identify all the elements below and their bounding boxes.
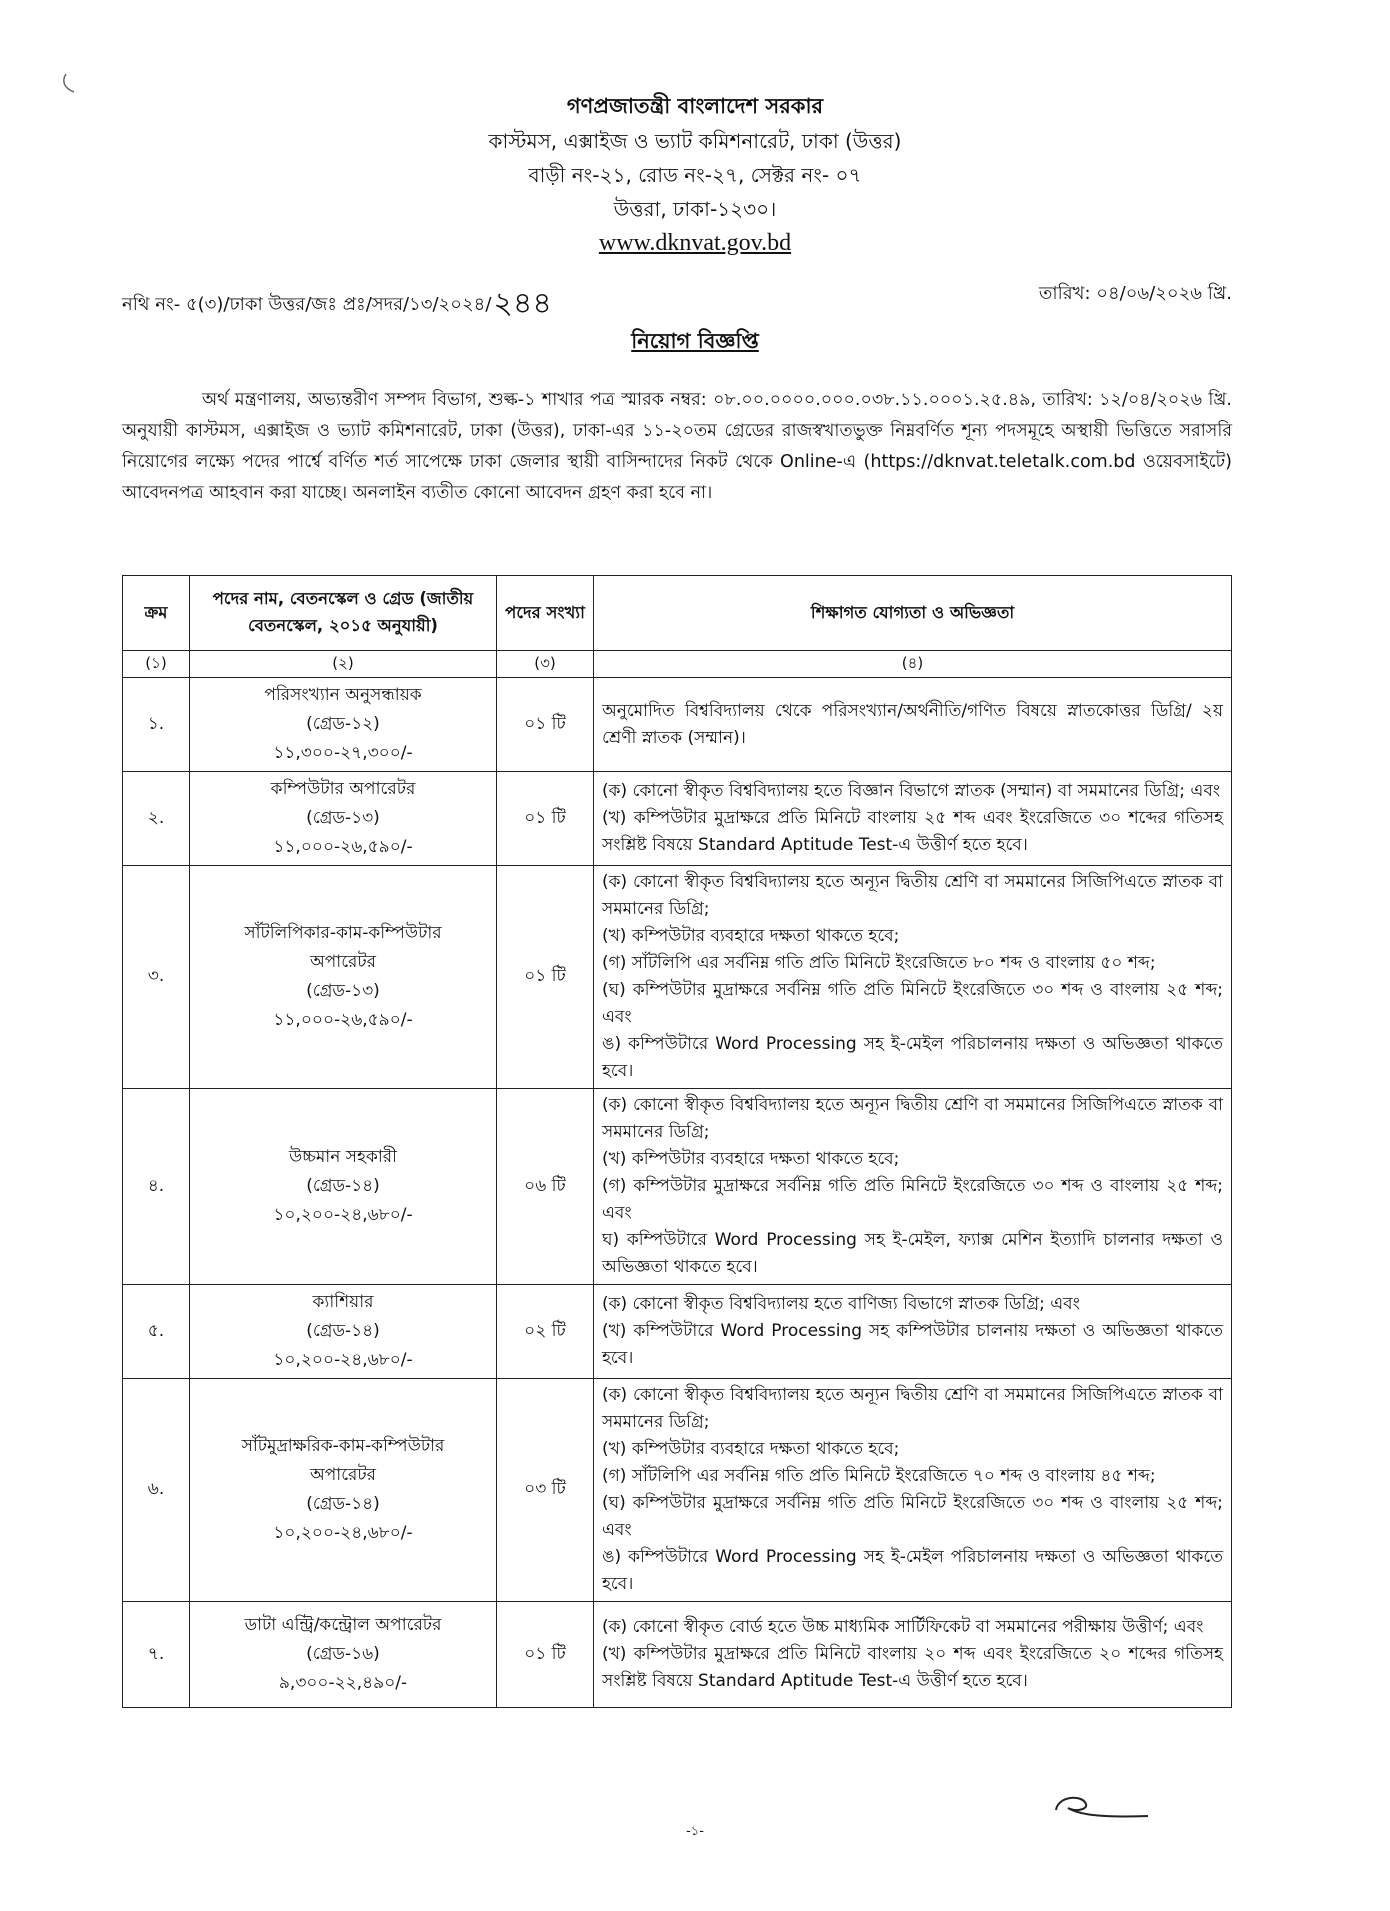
row-qualification bbox=[594, 1089, 1232, 1285]
qualification-item: (খ) কম্পিউটার মুদ্রাক্ষরে প্রতি মিনিটে বাংলায় ২৫ শব্দ এবং ইংরেজিতে ৩০ শব্দের গতিসহ সংশ্লিষ্ট বিষয়ে Standard Aptitude Test-এ উত্তীর্ণ হতে হবে। bbox=[602, 808, 1223, 855]
row-serial: ৬. bbox=[123, 1379, 190, 1602]
row-post-count: ০৬ টি bbox=[497, 1089, 594, 1285]
header-serial: ক্রম bbox=[123, 576, 190, 651]
post-line: (গ্রেড-১৬) bbox=[306, 1644, 380, 1664]
reference-line bbox=[122, 275, 1232, 321]
post-line: সাঁটলিপিকার-কাম-কম্পিউটার bbox=[244, 923, 442, 943]
column-number-row bbox=[123, 651, 1232, 678]
row-post-count: ০১ টি bbox=[497, 1602, 594, 1708]
qualification-item: (ক) কোনো স্বীকৃত বিশ্ববিদ্যালয় হতে অন্যূন দ্বিতীয় শ্রেণি বা সমমানের সিজিপিএতে স্নাতক বা সমমানের ডিগ্রি; bbox=[602, 1385, 1223, 1432]
header-qualification: শিক্ষাগত যোগ্যতা ও অভিজ্ঞতা bbox=[594, 576, 1232, 651]
issue-date: তারিখ: ০৪/০৬/২০২৬ খ্রি. bbox=[1038, 283, 1232, 304]
qualification-item: (ক) কোনো স্বীকৃত বিশ্ববিদ্যালয় হতে বিজ্ঞান বিভাগে স্নাতক (সম্মান) বা সমমানের ডিগ্রি; এবং bbox=[602, 781, 1221, 801]
row-post bbox=[190, 1602, 497, 1708]
post-line: ১০,২০০-২৪,৬৮০/- bbox=[273, 1523, 413, 1543]
post-line: (গ্রেড-১৪) bbox=[306, 1321, 380, 1341]
notice-title: নিয়োগ বিজ্ঞপ্তি bbox=[631, 329, 759, 353]
row-qualification bbox=[594, 772, 1232, 866]
post-line: ১০,২০০-২৪,৬৮০/- bbox=[273, 1205, 413, 1225]
column-number: (১) bbox=[123, 651, 190, 678]
table-header-row bbox=[123, 576, 1232, 651]
row-post bbox=[190, 1089, 497, 1285]
table-row bbox=[123, 772, 1232, 866]
table-row bbox=[123, 1089, 1232, 1285]
qualification-item: (খ) কম্পিউটার ব্যবহারে দক্ষতা থাকতে হবে; bbox=[602, 926, 900, 946]
post-line: কম্পিউটার অপারেটর bbox=[270, 779, 416, 799]
header-post: পদের নাম, বেতনস্কেল ও গ্রেড (জাতীয় বেতনস্কেল, ২০১৫ অনুযায়ী) bbox=[190, 576, 497, 651]
row-post-count: ০১ টি bbox=[497, 772, 594, 866]
row-post-count: ০২ টি bbox=[497, 1285, 594, 1379]
qualification-item: (গ) কম্পিউটার মুদ্রাক্ষরে সর্বনিম্ন গতি প্রতি মিনিটে ইংরেজিতে ৩০ শব্দ ও বাংলায় ২৫ শব্দ; এবং bbox=[602, 1176, 1223, 1223]
qualification-item: (গ) সাঁটলিপি এর সর্বনিম্ন গতি প্রতি মিনিটে ইংরেজিতে ৮০ শব্দ ও বাংলায় ৫০ শব্দ; bbox=[602, 953, 1156, 973]
intro-paragraph: অর্থ মন্ত্রণালয়, অভ্যন্তরীণ সম্পদ বিভাগ, শুল্ক-১ শাখার পত্র স্মারক নম্বর: ০৮.০০.০০০০.০০০.০৩৮.১১.০০০১.২৫.৪৯, তারিখ: ১২/০৪/২০২৬ খ্রি. অনুযায়ী কাস্টমস, এক্সাইজ ও ভ্যাট কমিশনারেট, ঢাকা (উত্তর), ঢাকা-এর ১১-২০তম গ্রেডের রাজস্বখাতভুক্ত নিম্নবর্ণিত শূন্য পদসমূহে অস্থায়ী ভিত্তিতে সরাসরি নিয়োগের লক্ষ্যে পদের পার্শ্বে বর্ণিত শর্ত সাপেক্ষে ঢাকা জেলার স্থায়ী বাসিন্দাদের নিকট থেকে Online-এ (https://dknvat.teletalk.com.bd ওয়েবসাইটে) আবেদনপত্র আহবান করা যাচ্ছে। অনলাইন ব্যতীত কোনো আবেদন গ্রহণ করা হবে না। bbox=[122, 390, 1232, 503]
row-qualification bbox=[594, 1285, 1232, 1379]
qualification-item: (খ) কম্পিউটারে Word Processing সহ কম্পিউটার চালনায় দক্ষতা ও অভিজ্ঞতা থাকতে হবে। bbox=[602, 1321, 1223, 1368]
row-post bbox=[190, 678, 497, 772]
row-qualification bbox=[594, 1379, 1232, 1602]
memo-number-handwritten: ২৪৪ bbox=[493, 286, 552, 321]
post-line: ১১,০০০-২৬,৫৯০/- bbox=[273, 1010, 413, 1030]
header-count: পদের সংখ্যা bbox=[497, 576, 594, 651]
post-line: (গ্রেড-১৪) bbox=[306, 1494, 380, 1514]
office-name: কাস্টমস, এক্সাইজ ও ভ্যাট কমিশনারেট, ঢাকা (উত্তর) bbox=[488, 129, 902, 153]
qualification-item: (ক) কোনো স্বীকৃত বিশ্ববিদ্যালয় হতে বাণিজ্য বিভাগে স্নাতক ডিগ্রি; এবং bbox=[602, 1294, 1080, 1314]
post-line: ১১,৩০০-২৭,৩০০/- bbox=[273, 743, 413, 763]
table-row bbox=[123, 866, 1232, 1089]
qualification-item: (ক) কোনো স্বীকৃত বিশ্ববিদ্যালয় হতে অন্যূন দ্বিতীয় শ্রেণি বা সমমানের সিজিপিএতে স্নাতক বা সমমানের ডিগ্রি; bbox=[602, 872, 1223, 919]
post-line: ডাটা এন্ট্রি/কন্ট্রোল অপারেটর bbox=[244, 1615, 442, 1635]
qualification-item: (গ) সাঁটলিপি এর সর্বনিম্ন গতি প্রতি মিনিটে ইংরেজিতে ৭০ শব্দ ও বাংলায় ৪৫ শব্দ; bbox=[602, 1466, 1156, 1486]
row-post bbox=[190, 772, 497, 866]
row-serial: ৭. bbox=[123, 1602, 190, 1708]
table-row bbox=[123, 678, 1232, 772]
row-serial: ১. bbox=[123, 678, 190, 772]
office-city: উত্তরা, ঢাকা-১২৩০। bbox=[613, 197, 777, 221]
post-line: ৯,৩০০-২২,৪৯০/- bbox=[278, 1673, 408, 1693]
row-serial: ২. bbox=[123, 772, 190, 866]
row-serial: ৫. bbox=[123, 1285, 190, 1379]
row-qualification bbox=[594, 1602, 1232, 1708]
post-line: ১০,২০০-২৪,৬৮০/- bbox=[273, 1350, 413, 1370]
post-line: (গ্রেড-১৩) bbox=[306, 808, 380, 828]
memo-number: নথি নং- ৫(৩)/ঢাকা উত্তর/জঃ প্রঃ/সদর/১৩/২০২৪/২৪৪ bbox=[122, 286, 552, 321]
qualification-item: (খ) কম্পিউটার মুদ্রাক্ষরে প্রতি মিনিটে বাংলায় ২০ শব্দ এবং ইংরেজিতে ২০ শব্দের গতিসহ সংশ্লিষ্ট বিষয়ে Standard Aptitude Test-এ উত্তীর্ণ হতে হবে। bbox=[602, 1644, 1223, 1691]
row-serial: ৩. bbox=[123, 866, 190, 1089]
row-post bbox=[190, 866, 497, 1089]
letterhead bbox=[0, 88, 1390, 260]
qualification-item: (ক) কোনো স্বীকৃত বোর্ড হতে উচ্চ মাধ্যমিক সার্টিফিকেট বা সমমানের পরীক্ষায় উত্তীর্ণ; এবং bbox=[602, 1617, 1204, 1637]
qualification-item: ঙ) কম্পিউটারে Word Processing সহ ই-মেইল পরিচালনায় দক্ষতা ও অভিজ্ঞতা থাকতে হবে। bbox=[602, 1034, 1223, 1081]
post-line: (গ্রেড-১৪) bbox=[306, 1176, 380, 1196]
table-row bbox=[123, 1379, 1232, 1602]
row-serial: ৪. bbox=[123, 1089, 190, 1285]
government-name: গণপ্রজাতন্ত্রী বাংলাদেশ সরকার bbox=[566, 94, 824, 118]
qualification-item: (ঘ) কম্পিউটার মুদ্রাক্ষরে সর্বনিম্ন গতি প্রতি মিনিটে ইংরেজিতে ৩০ শব্দ ও বাংলায় ২৫ শব্দ; এবং bbox=[602, 1493, 1223, 1540]
qualification-item: (খ) কম্পিউটার ব্যবহারে দক্ষতা থাকতে হবে; bbox=[602, 1149, 900, 1169]
page-number: -১- bbox=[686, 1824, 704, 1839]
row-post bbox=[190, 1379, 497, 1602]
row-qualification bbox=[594, 678, 1232, 772]
row-qualification bbox=[594, 866, 1232, 1089]
qualification-item: (খ) কম্পিউটার ব্যবহারে দক্ষতা থাকতে হবে; bbox=[602, 1439, 900, 1459]
row-post bbox=[190, 1285, 497, 1379]
post-line: (গ্রেড-১২) bbox=[306, 714, 380, 734]
row-post-count: ০১ টি bbox=[497, 678, 594, 772]
qualification-item: ঙ) কম্পিউটারে Word Processing সহ ই-মেইল পরিচালনায় দক্ষতা ও অভিজ্ঞতা থাকতে হবে। bbox=[602, 1547, 1223, 1594]
qualification-item: অনুমোদিত বিশ্ববিদ্যালয় থেকে পরিসংখ্যান/অর্থনীতি/গণিত বিষয়ে স্নাতকোত্তর ডিগ্রি/ ২য় শ্রেণী স্নাতক (সম্মান)। bbox=[602, 700, 1223, 748]
qualification-item: (ক) কোনো স্বীকৃত বিশ্ববিদ্যালয় হতে অন্যূন দ্বিতীয় শ্রেণি বা সমমানের সিজিপিএতে স্নাতক বা সমমানের ডিগ্রি; bbox=[602, 1095, 1223, 1142]
post-line: অপারেটর bbox=[310, 1465, 376, 1485]
qualification-item: (ঘ) কম্পিউটার মুদ্রাক্ষরে সর্বনিম্ন গতি প্রতি মিনিটে ইংরেজিতে ৩০ শব্দ ও বাংলায় ২৫ শব্দ; এবং bbox=[602, 980, 1223, 1027]
row-post-count: ০৩ টি bbox=[497, 1379, 594, 1602]
office-address: বাড়ী নং-২১, রোড নং-২৭, সেক্টর নং- ০৭ bbox=[528, 163, 862, 187]
post-line: (গ্রেড-১৩) bbox=[306, 981, 380, 1001]
vacancy-table bbox=[122, 575, 1232, 1708]
post-line: ১১,০০০-২৬,৫৯০/- bbox=[273, 837, 413, 857]
column-number: (৩) bbox=[497, 651, 594, 678]
post-line: সাঁটমুদ্রাক্ষরিক-কাম-কম্পিউটার bbox=[241, 1436, 445, 1456]
office-website-link[interactable]: www.dknvat.gov.bd bbox=[598, 230, 792, 256]
row-post-count: ০১ টি bbox=[497, 866, 594, 1089]
post-line: ক্যাশিয়ার bbox=[312, 1292, 374, 1312]
post-line: পরিসংখ্যান অনুসন্ধায়ক bbox=[264, 685, 422, 705]
qualification-item: ঘ) কম্পিউটারে Word Processing সহ ই-মেইল, ফ্যাক্স মেশিন ইত্যাদি চালনার দক্ষতা ও অভিজ্ঞতা থাকতে হবে। bbox=[602, 1230, 1223, 1277]
post-line: উচ্চমান সহকারী bbox=[288, 1147, 397, 1167]
table-row bbox=[123, 1602, 1232, 1708]
column-number: (৪) bbox=[594, 651, 1232, 678]
column-number: (২) bbox=[190, 651, 497, 678]
table-row bbox=[123, 1285, 1232, 1379]
post-line: অপারেটর bbox=[310, 952, 376, 972]
